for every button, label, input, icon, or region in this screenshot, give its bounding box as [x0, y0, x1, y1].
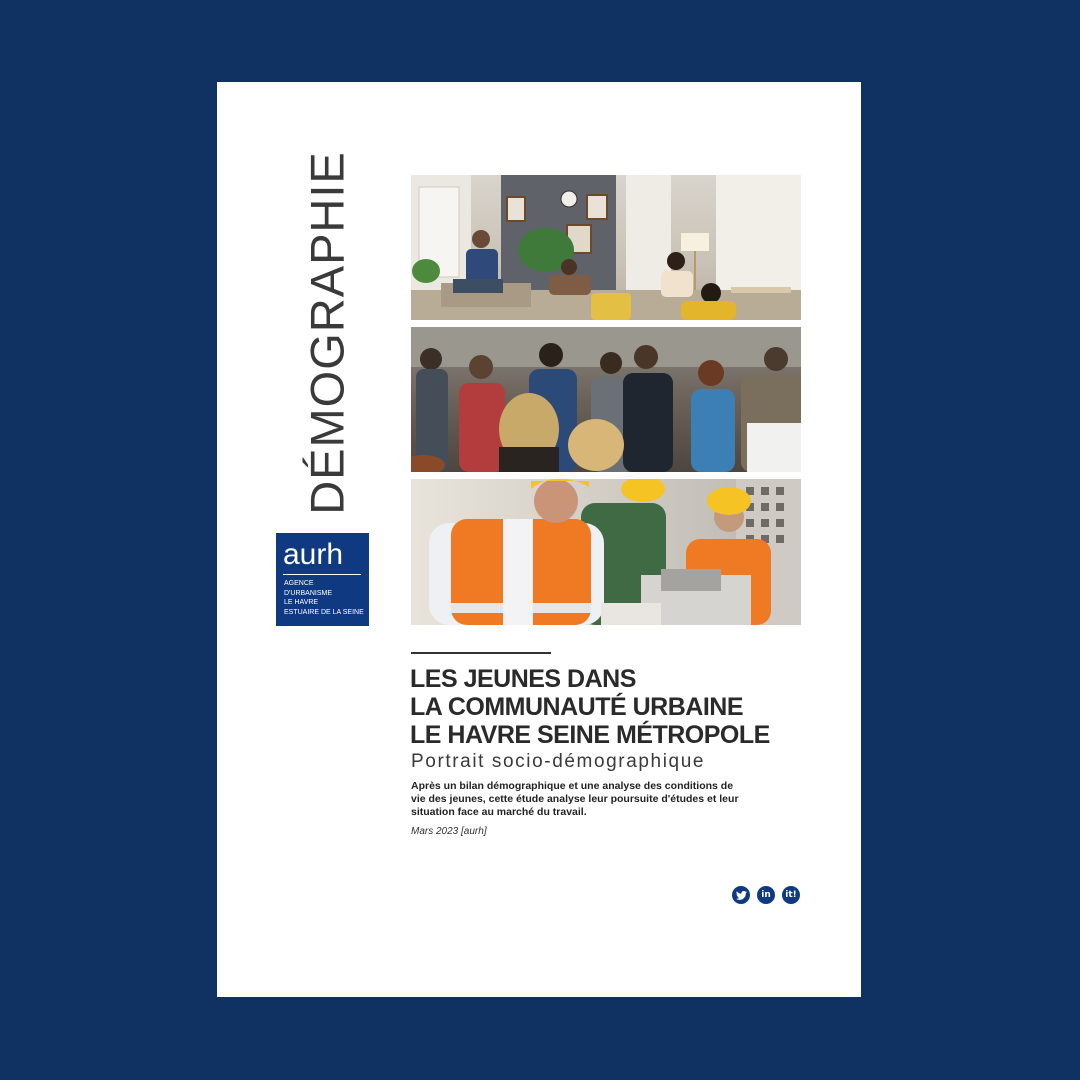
- section-title: DÉMOGRAPHIE: [300, 150, 354, 515]
- logo-rule: [283, 574, 361, 575]
- document-subtitle: Portrait socio-démographique: [411, 751, 706, 772]
- document-cover: [217, 82, 861, 997]
- scoopit-icon[interactable]: it!: [782, 886, 800, 904]
- photo-lounge: [411, 175, 801, 320]
- aurh-logo: [276, 533, 369, 626]
- twitter-icon[interactable]: [732, 886, 750, 904]
- document-title: LES JEUNES DANS LA COMMUNAUTÉ URBAINE LE HAVRE SEINE MÉTROPOLE: [410, 665, 770, 749]
- logo-wordmark: aurh: [283, 538, 344, 571]
- title-rule: [411, 652, 551, 654]
- social-links: [732, 886, 800, 904]
- logo-subtitle: AGENCE D'URBANISME LE HAVRE ESTUAIRE DE LA SEINE: [284, 580, 364, 616]
- photo-crowd: [411, 327, 801, 472]
- document-description: Après un bilan démographique et une analyse des conditions de vie des jeunes, cette étude analyse leur poursuite d'études et leur situation face au marché du travail.: [411, 780, 739, 818]
- linkedin-icon[interactable]: in: [757, 886, 775, 904]
- publication-date: Mars 2023 [aurh]: [411, 826, 487, 837]
- photo-workers: [411, 479, 801, 625]
